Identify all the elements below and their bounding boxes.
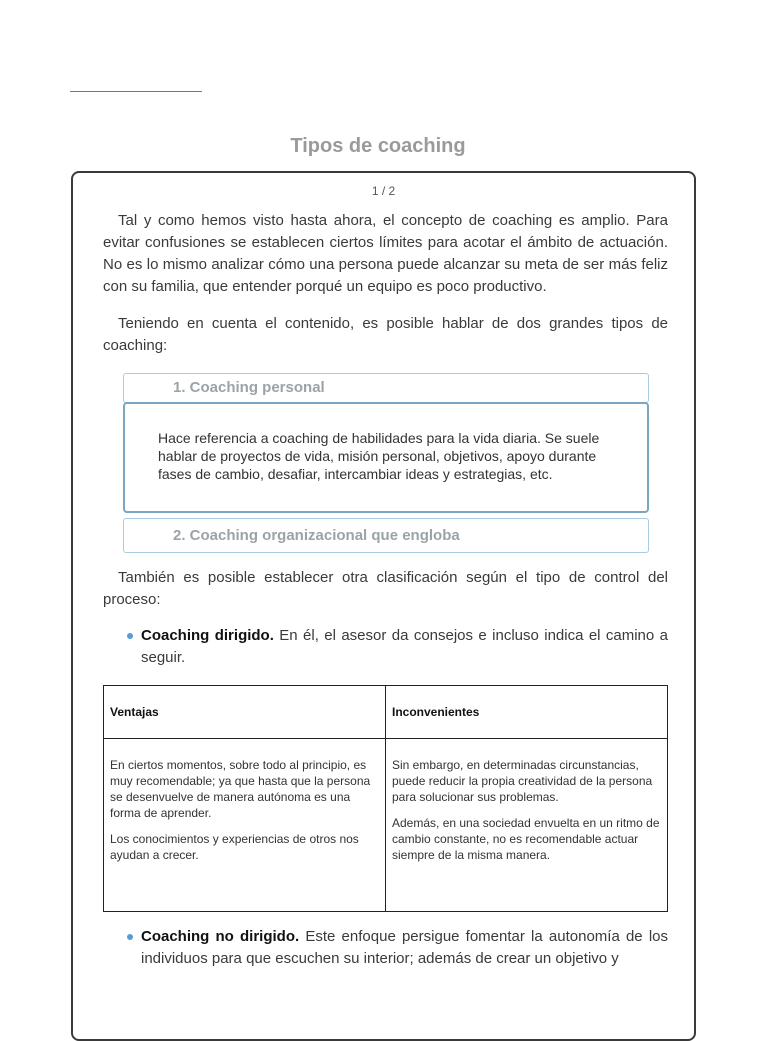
table-cell-ventajas [104, 739, 386, 912]
ventajas-table [103, 685, 668, 912]
table-cell-text: Sin embargo, en determinadas circunstancias, puede reducir la propia creatividad de la persona para solucionar sus problemas. [392, 758, 653, 804]
page-title: Tipos de coaching [290, 135, 466, 157]
accordion-panel-coaching-personal: Hace referencia a coaching de habilidades para la vida diaria. Se suele hablar de proyectos de vida, misión personal, objetivos, apoyo durante fases de cambio, desafiar, intercambiar ideas y estrategias, etc. [123, 402, 649, 513]
page-indicator: 1 / 2 [371, 184, 396, 198]
list-item-coaching-no-dirigido [141, 926, 668, 970]
bullet-text: En él, el asesor da consejos e incluso indica el camino a seguir. [141, 627, 668, 666]
bullet-term: Coaching no dirigido. [141, 928, 300, 945]
table-header-ventajas: Ventajas [104, 686, 386, 739]
list-item-coaching-dirigido [141, 625, 668, 669]
accordion-item-coaching-organizacional[interactable]: 2. Coaching organizacional que engloba [123, 518, 649, 553]
content-card [71, 171, 696, 1041]
types-paragraph: Teniendo en cuenta el contenido, es posible hablar de dos grandes tipos de coaching: [103, 315, 668, 354]
bullet-icon [127, 934, 133, 940]
bullet-term: Coaching dirigido. [141, 627, 274, 644]
top-divider [70, 91, 202, 92]
bullet-icon [127, 633, 133, 639]
intro-paragraph: Tal y como hemos visto hasta ahora, el concepto de coaching es amplio. Para evitar confusiones se establecen ciertos límites para acotar el ámbito de actuación. No es lo mismo analizar cómo una persona puede alcanzar su meta de ser más feliz con su familia, que entender porqué un equipo es poco productivo. [103, 212, 668, 295]
table-cell-text: Los conocimientos y experiencias de otros nos ayudan a crecer. [110, 832, 359, 862]
classification-paragraph: También es posible establecer otra clasificación según el tipo de control del proceso: [103, 569, 668, 608]
bullet-text: Este enfoque persigue fomentar la autonomía de los individuos para que escuchen su interior; además de crear un objetivo y [141, 928, 669, 967]
table-header-inconvenientes: Inconvenientes [386, 686, 668, 739]
accordion-item-coaching-personal[interactable]: 1. Coaching personal [123, 373, 649, 403]
table-cell-inconvenientes [386, 739, 668, 912]
table-cell-text: En ciertos momentos, sobre todo al principio, es muy recomendable; ya que hasta que la persona se desenvuelve de manera autónoma es una forma de aprender. [110, 758, 371, 820]
table-cell-text: Además, en una sociedad envuelta en un ritmo de cambio constante, no es recomendable actuar siempre de la misma manera. [392, 816, 660, 862]
